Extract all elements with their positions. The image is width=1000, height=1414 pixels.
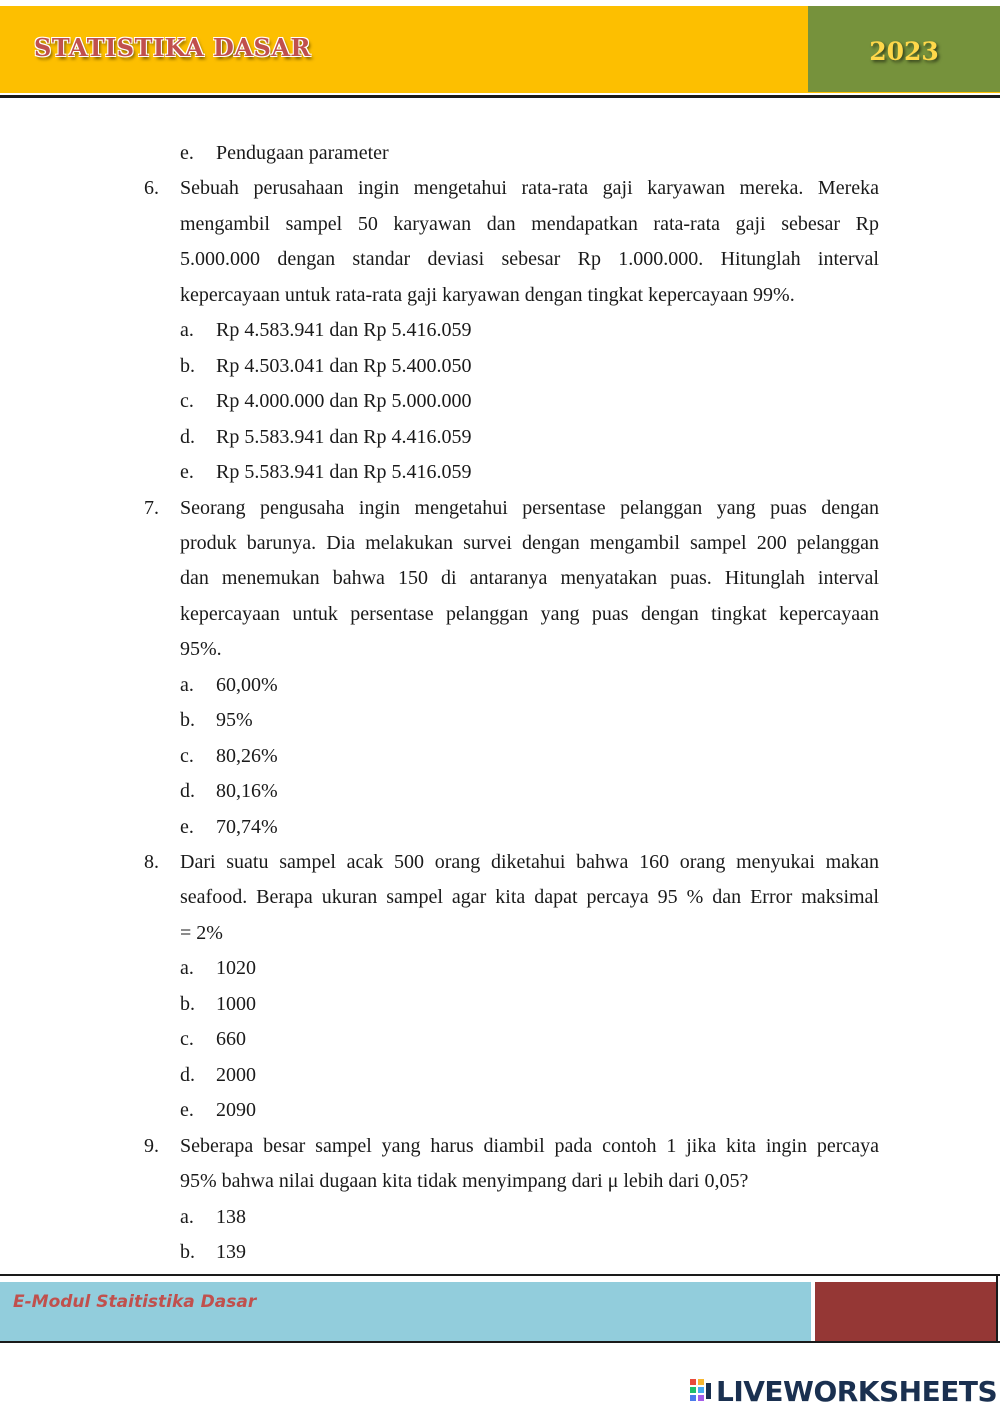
question-text-line: seafood. Berapa ukuran sampel agar kita dapat percaya 95 % dan Error maksimal	[180, 886, 879, 908]
option-letter: d.	[180, 780, 195, 802]
liveworksheets-logo-icon	[690, 1379, 712, 1403]
option-text: 139	[216, 1241, 246, 1263]
question-text-line: Seorang pengusaha ingin mengetahui persentase pelanggan yang puas dengan	[180, 497, 879, 519]
footer-border-right	[996, 1274, 998, 1343]
question-text-line: dan menemukan bahwa 150 di antaranya menyatakan puas. Hitunglah interval	[180, 567, 879, 589]
option-text: Rp 5.583.941 dan Rp 4.416.059	[216, 426, 472, 448]
watermark	[690, 1374, 997, 1408]
option-letter: e.	[180, 461, 194, 483]
option-text: 80,16%	[216, 780, 278, 802]
option-letter: e.	[180, 1099, 194, 1121]
option-letter: b.	[180, 1241, 195, 1263]
option-text: 2000	[216, 1064, 256, 1086]
header-divider-thin	[0, 92, 1000, 93]
question-text-line: 95% bahwa nilai dugaan kita tidak menyimpang dari μ lebih dari 0,05?	[180, 1170, 749, 1192]
option-letter: e.	[180, 142, 194, 164]
footer-accent-block	[815, 1282, 996, 1341]
question-number: 7.	[144, 497, 159, 519]
option-letter: a.	[180, 1206, 194, 1228]
option-text: 70,74%	[216, 816, 278, 838]
question-text-line: kepercayaan untuk rata-rata gaji karyawan dengan tingkat kepercayaan 99%.	[180, 284, 795, 306]
question-number: 8.	[144, 851, 159, 873]
option-text: 95%	[216, 709, 253, 731]
option-letter: a.	[180, 674, 194, 696]
option-letter: d.	[180, 426, 195, 448]
option-letter: a.	[180, 319, 194, 341]
question-text-line: Dari suatu sampel acak 500 orang diketahui bahwa 160 orang menyukai makan	[180, 851, 879, 873]
option-text: 660	[216, 1028, 246, 1050]
option-text: 60,00%	[216, 674, 278, 696]
footer-text: E-Modul Staitistika Dasar	[13, 1292, 257, 1312]
question-text-line: Sebuah perusahaan ingin mengetahui rata-rata gaji karyawan mereka. Mereka	[180, 177, 879, 199]
watermark-text: LIVEWORKSHEETS	[716, 1374, 998, 1408]
option-letter: b.	[180, 709, 195, 731]
footer-divider-bottom	[0, 1341, 1000, 1343]
question-number: 6.	[144, 177, 159, 199]
question-text-line: 5.000.000 dengan standar deviasi sebesar Rp 1.000.000. Hitunglah interval	[180, 248, 879, 270]
option-letter: e.	[180, 816, 194, 838]
question-text-line: = 2%	[180, 922, 223, 944]
option-letter: a.	[180, 957, 194, 979]
option-text: Rp 4.583.941 dan Rp 5.416.059	[216, 319, 472, 341]
question-number: 9.	[144, 1135, 159, 1157]
option-letter: b.	[180, 355, 195, 377]
header-title: STATISTIKA DASAR	[34, 33, 311, 62]
header-divider	[0, 95, 1000, 98]
option-text: 138	[216, 1206, 246, 1228]
question-text-line: 95%.	[180, 638, 222, 660]
question-text-line: Seberapa besar sampel yang harus diambil pada contoh 1 jika kita ingin percaya	[180, 1135, 879, 1157]
option-text: 1000	[216, 993, 256, 1015]
option-text: Rp 5.583.941 dan Rp 5.416.059	[216, 461, 472, 483]
question-text-line: produk barunya. Dia melakukan survei dengan mengambil sampel 200 pelanggan	[180, 532, 879, 554]
header-year: 2023	[869, 37, 939, 66]
option-letter: b.	[180, 993, 195, 1015]
question-text-line: kepercayaan untuk persentase pelanggan yang puas dengan tingkat kepercayaan	[180, 603, 879, 625]
option-letter: c.	[180, 745, 194, 767]
option-text: 80,26%	[216, 745, 278, 767]
option-text: Rp 4.503.041 dan Rp 5.400.050	[216, 355, 472, 377]
option-text: 1020	[216, 957, 256, 979]
option-text: 2090	[216, 1099, 256, 1121]
question-text-line: mengambil sampel 50 karyawan dan mendapatkan rata-rata gaji sebesar Rp	[180, 213, 879, 235]
option-letter: c.	[180, 390, 194, 412]
option-text: Rp 4.000.000 dan Rp 5.000.000	[216, 390, 472, 412]
option-letter: c.	[180, 1028, 194, 1050]
option-text: Pendugaan parameter	[216, 142, 389, 164]
option-letter: d.	[180, 1064, 195, 1086]
footer-divider-top	[0, 1274, 1000, 1276]
